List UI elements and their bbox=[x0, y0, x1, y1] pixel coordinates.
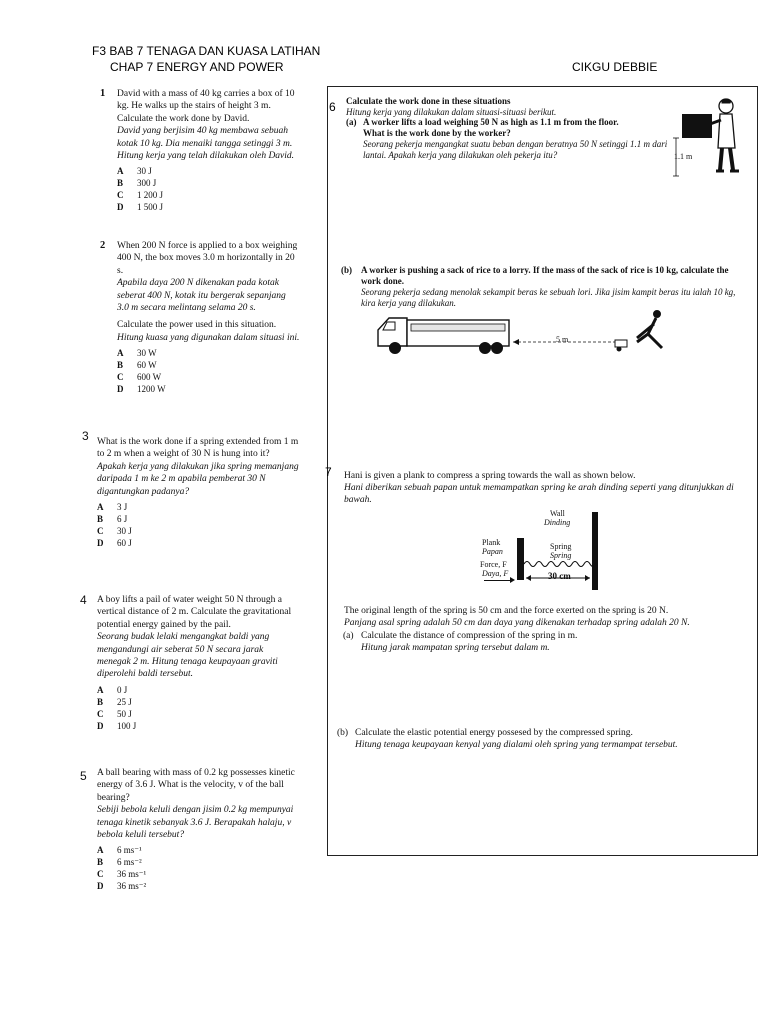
fig-label-plank: Plank bbox=[482, 538, 501, 547]
question-2 bbox=[100, 240, 300, 395]
lorry-and-worker-figure bbox=[375, 308, 675, 356]
option-text: 6 ms⁻¹ bbox=[117, 845, 142, 856]
option-list bbox=[117, 347, 300, 395]
option-c[interactable] bbox=[117, 371, 300, 383]
force-arrow bbox=[484, 580, 512, 581]
box-load bbox=[682, 114, 712, 138]
option-d[interactable] bbox=[97, 537, 302, 549]
option-text: 300 J bbox=[137, 178, 157, 189]
part-label: (b) bbox=[341, 265, 352, 275]
option-d[interactable] bbox=[97, 880, 295, 892]
option-text: 1 200 J bbox=[137, 190, 164, 201]
option-letter: D bbox=[97, 881, 104, 892]
question-text-en: What is the work done if a spring extended from 1 m to 2 m when a weight of 30 N is hung into it? bbox=[97, 437, 299, 460]
option-letter: A bbox=[97, 502, 104, 513]
option-letter: B bbox=[97, 696, 104, 707]
question-number: 1 bbox=[100, 88, 106, 99]
question-3 bbox=[82, 430, 302, 549]
part-text-en: Calculate the elastic potential energy possesed by the compressed spring. bbox=[355, 728, 633, 738]
question-number: 5 bbox=[80, 769, 87, 783]
option-a[interactable] bbox=[117, 165, 300, 177]
part-text-en: A worker lifts a load weighing 50 N as high as 1.1 m from the floor. bbox=[363, 117, 619, 127]
option-letter: C bbox=[117, 372, 124, 383]
height-label: 1.1 m bbox=[674, 152, 693, 161]
fig-label-length: 30 cm bbox=[548, 571, 571, 581]
question-5 bbox=[80, 767, 295, 892]
spring-coil bbox=[524, 562, 596, 567]
option-text: 25 J bbox=[117, 696, 132, 707]
option-text: 36 ms⁻¹ bbox=[117, 869, 147, 880]
worksheet-subtitle: CHAP 7 ENERGY AND POWER bbox=[110, 60, 284, 74]
option-c[interactable] bbox=[97, 868, 295, 880]
question-text-ms: Seorang budak lelaki mengangkat baldi yang mengandungi air seberat 50 N secara jarak menegak 2 m. Hitung tenaga keupayaan graviti diperolehi baldi tersebut. bbox=[97, 632, 278, 680]
option-text: 50 J bbox=[117, 708, 132, 719]
question-prompt-ms: Hitung kuasa yang digunakan dalam situasi ini. bbox=[117, 332, 300, 343]
option-letter: B bbox=[117, 178, 124, 189]
option-letter: B bbox=[97, 857, 104, 868]
question-text-ms: Sebiji bebola keluli dengan jisim 0.2 kg mempunyai tenaga kinetik sebanyak 3.6 J. Berapakah halaju, v bebola keluli tersebut? bbox=[97, 805, 294, 841]
question-number: 4 bbox=[80, 593, 87, 607]
question-text-ms: Apabila daya 200 N dikenakan pada kotak seberat 400 N, kotak itu bergerak sepanjang 3.0 m secara melintang selama 20 s. bbox=[117, 278, 286, 314]
option-letter: C bbox=[97, 869, 104, 880]
worker-pushing bbox=[615, 311, 662, 352]
option-d[interactable] bbox=[117, 383, 300, 395]
option-a[interactable] bbox=[117, 347, 300, 359]
option-text: 60 J bbox=[117, 538, 132, 549]
option-d[interactable] bbox=[97, 720, 295, 732]
option-text: 3 J bbox=[117, 502, 128, 513]
question-6-heading bbox=[346, 96, 676, 118]
option-text: 6 J bbox=[117, 514, 128, 525]
option-letter: C bbox=[117, 190, 124, 201]
question-text-en: David with a mass of 40 kg carries a box of 10 kg. He walks up the stairs of height 3 m. Calculate the work done by David. bbox=[117, 89, 295, 124]
option-letter: C bbox=[97, 526, 104, 537]
fig-label-wall: Wall bbox=[550, 509, 565, 518]
info-text-ms: Panjang asal spring adalah 50 cm dan daya yang dikenakan terhadap spring adalah 20 N. bbox=[344, 618, 690, 628]
option-b[interactable] bbox=[117, 177, 300, 189]
part-text-en: Calculate the distance of compression of the spring in m. bbox=[361, 631, 578, 641]
teacher-name: CIKGU DEBBIE bbox=[572, 60, 658, 74]
fig-label-spring: Spring bbox=[550, 542, 572, 551]
option-letter: A bbox=[117, 348, 124, 359]
fig-label-daya: Daya, F bbox=[482, 569, 509, 578]
option-list bbox=[97, 684, 295, 732]
question-text-en: Hani is given a plank to compress a spring towards the wall as shown below. bbox=[344, 471, 636, 481]
option-letter: A bbox=[97, 684, 104, 695]
distance-label: 5 m bbox=[556, 335, 569, 344]
option-c[interactable] bbox=[97, 708, 295, 720]
force-arrowhead bbox=[510, 577, 515, 583]
question-text-ms: Hitung kerja yang dilakukan dalam situasi-situasi berikut. bbox=[346, 107, 557, 117]
option-a[interactable] bbox=[97, 501, 302, 513]
question-7-info bbox=[344, 605, 744, 629]
part-text-ms: Seorang pekerja sedang menolak sekampit beras ke sebuah lori. Jika jisim kampit beras itu ialah 10 kg, kira kerja yang dilakukan. bbox=[361, 287, 736, 308]
option-a[interactable] bbox=[97, 844, 295, 856]
fig-label-papan: Papan bbox=[482, 547, 503, 556]
question-6-number: 6 bbox=[329, 100, 336, 114]
question-text-en: Calculate the work done in these situations bbox=[346, 96, 511, 106]
question-text-en: When 200 N force is applied to a box weighing 400 N, the box moves 3.0 m horizontally in 20 s. bbox=[117, 241, 298, 276]
question-text-ms: David yang berjisim 40 kg membawa sebuah kotak 10 kg. Dia menaiki tangga setinggi 3 m. Hitung kerja yang telah dilakukan oleh David. bbox=[117, 126, 295, 162]
question-7-number: 7 bbox=[325, 465, 332, 479]
option-letter: B bbox=[97, 514, 104, 525]
option-letter: A bbox=[117, 166, 124, 177]
option-letter: D bbox=[97, 538, 104, 549]
question-6b bbox=[341, 265, 736, 309]
fig-label-force: Force, F bbox=[480, 560, 507, 569]
option-text: 30 J bbox=[137, 166, 152, 177]
lorry bbox=[378, 318, 509, 354]
part-question-en: What is the work done by the worker? bbox=[363, 128, 511, 138]
worker-figure bbox=[710, 99, 739, 171]
option-d[interactable] bbox=[117, 201, 300, 213]
question-prompt-en: Calculate the power used in this situation. bbox=[117, 320, 277, 331]
worksheet-title: F3 BAB 7 TENAGA DAN KUASA LATIHAN bbox=[92, 44, 321, 58]
plank bbox=[517, 538, 524, 580]
part-text-ms: Seorang pekerja mengangkat suatu beban dengan beratnya 50 N setinggi 1.1 m dari lantai. Apakah kerja yang dilakukan oleh pekerja itu? bbox=[363, 139, 668, 160]
option-b[interactable] bbox=[97, 856, 295, 868]
option-text: 1200 W bbox=[137, 384, 166, 395]
option-text: 36 ms⁻² bbox=[117, 881, 147, 892]
question-1 bbox=[100, 88, 300, 213]
question-number: 3 bbox=[82, 429, 89, 443]
fig-label-dinding: Dinding bbox=[544, 518, 571, 527]
option-list bbox=[117, 165, 300, 213]
question-4 bbox=[80, 594, 295, 732]
option-letter: D bbox=[117, 384, 124, 395]
option-b[interactable] bbox=[97, 696, 295, 708]
option-list bbox=[97, 844, 295, 892]
option-text: 30 W bbox=[137, 348, 157, 359]
question-6a bbox=[346, 117, 671, 161]
part-label: (a) bbox=[346, 117, 357, 127]
question-text-en: A boy lifts a pail of water weight 50 N through a vertical distance of 2 m. Calculate the gravitational potential energy gained by the pail. bbox=[97, 595, 292, 630]
option-a[interactable] bbox=[97, 684, 295, 696]
option-b[interactable] bbox=[97, 513, 302, 525]
question-number: 2 bbox=[100, 240, 106, 251]
option-text: 6 ms⁻² bbox=[117, 857, 142, 868]
option-text: 30 J bbox=[117, 526, 132, 537]
option-c[interactable] bbox=[97, 525, 302, 537]
info-text-en: The original length of the spring is 50 cm and the force exerted on the spring is 20 N. bbox=[344, 606, 669, 616]
question-7-text bbox=[344, 470, 739, 506]
option-text: 600 W bbox=[137, 372, 162, 383]
worker-lifting-box-figure bbox=[672, 96, 748, 200]
option-letter: A bbox=[97, 845, 104, 856]
question-text-en: A ball bearing with mass of 0.2 kg possesses kinetic energy of 3.6 J. What is the velocity, v of the ball bearing? bbox=[97, 768, 295, 803]
option-letter: D bbox=[97, 720, 104, 731]
question-7a bbox=[343, 630, 743, 654]
part-text-en: A worker is pushing a sack of rice to a lorry. If the mass of the sack of rice is 10 kg, calculate the work done. bbox=[361, 265, 729, 286]
option-text: 60 W bbox=[137, 360, 157, 371]
option-letter: B bbox=[117, 360, 124, 371]
question-7b bbox=[337, 727, 742, 751]
part-text-ms: Hitung jarak mampatan spring tersebut dalam m. bbox=[361, 643, 550, 653]
option-text: 100 J bbox=[117, 720, 137, 731]
option-list bbox=[97, 501, 302, 549]
question-text-ms: Apakah kerja yang dilakukan jika spring memanjang daripada 1 m ke 2 m apabila pemberat 30 N digantungkan padanya? bbox=[97, 461, 299, 497]
option-c[interactable] bbox=[117, 189, 300, 201]
option-text: 0 J bbox=[117, 684, 128, 695]
option-letter: D bbox=[117, 202, 124, 213]
question-text-ms: Hani diberikan sebuah papan untuk memampatkan spring ke arah dinding seperti yang ditunjukkan di bawah. bbox=[344, 483, 734, 505]
fig-label-spring-ms: Spring bbox=[550, 551, 572, 560]
option-text: 1 500 J bbox=[137, 202, 164, 213]
part-text-ms: Hitung tenaga keupayaan kenyal yang dialami oleh spring yang termampat tersebut. bbox=[355, 740, 678, 750]
option-letter: C bbox=[97, 708, 104, 719]
part-label: (a) bbox=[343, 631, 354, 641]
wall bbox=[592, 512, 598, 590]
part-label: (b) bbox=[337, 728, 349, 738]
option-b[interactable] bbox=[117, 359, 300, 371]
